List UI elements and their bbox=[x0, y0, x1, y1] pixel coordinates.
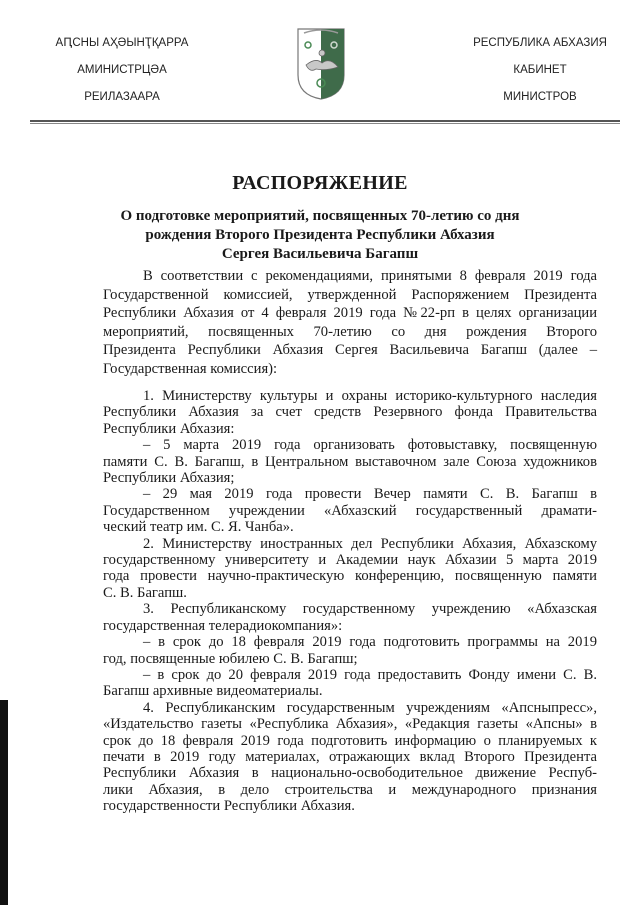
text-line: государственному университету и Академии наук Абхазии 5 марта 2019 bbox=[103, 552, 597, 569]
text-line: – в срок до 20 февраля 2019 года предоставить Фонду имени С. В. bbox=[143, 666, 597, 683]
text-line: Президента Республики Абхазия Сергея Васильевича Багапш (далее – bbox=[103, 342, 597, 359]
scan-edge-artifact bbox=[0, 700, 8, 905]
header-left-line: АԤСНЫ АҲӘЫНҬҚАРРА bbox=[55, 37, 189, 49]
order-items bbox=[103, 388, 597, 815]
text-line: Государственном учреждении «Абхазский государственный драмати- bbox=[103, 502, 597, 519]
text-line: памяти С. В. Багапш, в Центральном выставочном зале Союза художников bbox=[103, 453, 597, 470]
document-subtitle bbox=[100, 207, 540, 264]
text-line: год, посвященные юбилею С. В. Багапш; bbox=[103, 650, 358, 667]
text-line: Республики Абхазия; bbox=[103, 470, 235, 487]
text-line: года провести научно-практическую конференцию, посвященную памяти bbox=[103, 568, 597, 585]
text-line: Республики Абхазия от 4 февраля 2019 года №22-рп в целях организации bbox=[103, 305, 597, 322]
order-paragraph bbox=[103, 700, 597, 815]
subtitle-line: О подготовке мероприятий, посвященных 70-летию со дня bbox=[120, 208, 520, 224]
header-right-russian bbox=[440, 30, 640, 111]
text-line: – 5 марта 2019 года организовать фотовыставку, посвященную bbox=[143, 437, 597, 454]
text-line: Государственная комиссия): bbox=[103, 360, 278, 377]
text-line: государственности Республики Абхазия. bbox=[103, 798, 355, 815]
text-line: С. В. Багапш. bbox=[103, 584, 187, 601]
text-line: 3. Республиканскому государственному учреждению «Абхазская bbox=[143, 601, 597, 618]
order-paragraph bbox=[103, 388, 597, 437]
text-line: 4. Республиканским государственным учреждениям «Апсныпресс», bbox=[143, 699, 597, 716]
text-line: Республики Абхазия за счет средств Резервного фонда Правительства bbox=[103, 404, 597, 421]
order-paragraph bbox=[103, 601, 597, 634]
text-line: ческий театр им. С. Я. Чанба». bbox=[103, 519, 294, 536]
text-line: В соответствии с рекомендациями, принятыми 8 февраля 2019 года bbox=[143, 268, 597, 284]
header-left-line: АМИНИСТРЦӘА bbox=[77, 64, 167, 76]
order-paragraph bbox=[103, 437, 597, 486]
header-divider bbox=[30, 120, 620, 122]
text-line: «Издательство газеты «Республика Абхазия», «Редакция газеты «Апсны» в bbox=[103, 716, 597, 733]
header-right-line: РЕСПУБЛИКА АБХАЗИЯ bbox=[473, 37, 607, 49]
subtitle-line: рождения Второго Президента Республики Абхазия bbox=[145, 227, 495, 243]
text-line: 2. Министерству иностранных дел Республики Абхазия, Абхазскому bbox=[143, 535, 597, 552]
subtitle-line: Сергея Васильевича Багапш bbox=[221, 246, 419, 262]
header-right-line: КАБИНЕТ bbox=[513, 64, 567, 76]
header-right-line: МИНИСТРОВ bbox=[503, 91, 577, 103]
text-line: Государственной комиссией, утвержденной Распоряжением Президента bbox=[103, 286, 597, 303]
document-title: РАСПОРЯЖЕНИЕ bbox=[232, 172, 408, 194]
header-left-abkhaz bbox=[22, 30, 222, 111]
text-line: лики Абхазия, в дело строительства и международного признания bbox=[103, 781, 597, 798]
order-paragraph bbox=[103, 486, 597, 535]
coat-of-arms-emblem-icon bbox=[296, 27, 346, 101]
intro-paragraph bbox=[103, 267, 597, 379]
text-line: печати в 2019 году материалах, отражающих вклад Второго Президента bbox=[103, 748, 597, 765]
text-line: Республики Абхазия: bbox=[103, 420, 235, 437]
order-paragraph bbox=[103, 667, 597, 700]
text-line: – в срок до 18 февраля 2019 года подготовить программы на 2019 bbox=[143, 634, 597, 651]
order-paragraph bbox=[103, 536, 597, 602]
text-line: мероприятий, посвященных 70-летию со дня рождения Второго bbox=[103, 323, 597, 340]
header-divider-thin bbox=[30, 123, 620, 124]
intro-text bbox=[103, 267, 597, 379]
text-line: 1. Министерству культуры и охраны историко-культурного наследия bbox=[143, 388, 597, 404]
order-paragraph bbox=[103, 634, 597, 667]
text-line: государственная телерадиокомпания»: bbox=[103, 617, 343, 634]
text-line: Республики Абхазия в национально-освободительное движение Респуб- bbox=[103, 765, 597, 782]
text-line: Багапш архивные видеоматериалы. bbox=[103, 683, 323, 700]
header-left-line: РЕИЛАЗААРА bbox=[84, 91, 160, 103]
text-line: – 29 мая 2019 года провести Вечер памяти С. В. Багапш в bbox=[143, 486, 597, 503]
text-line: срок до 18 февраля 2019 года подготовить информацию о планируемых к bbox=[103, 732, 597, 749]
